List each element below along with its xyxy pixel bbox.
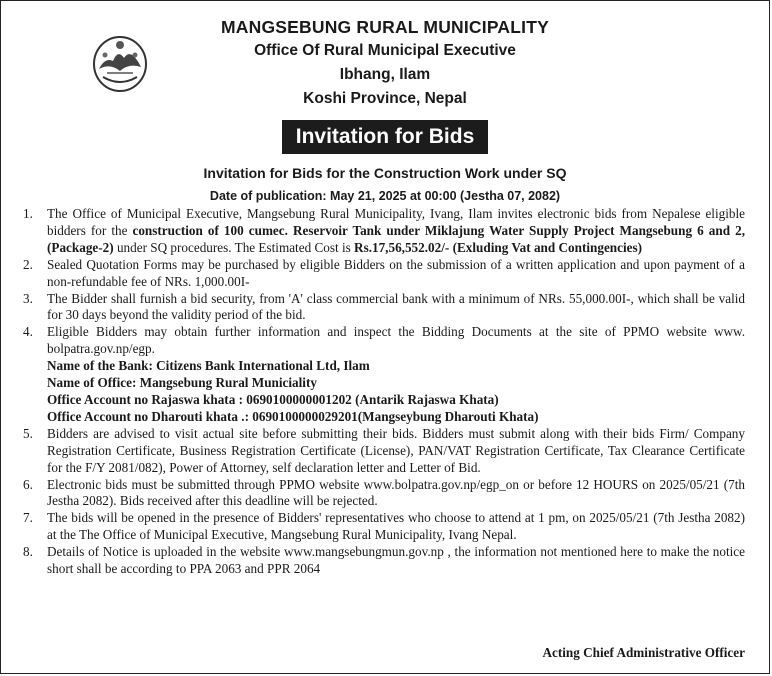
item-text-part: under SQ procedures. The Estimated Cost is xyxy=(113,239,355,255)
list-item xyxy=(23,477,745,511)
item-text: Electronic bids must be submitted through PPMO website www.bolpatra.gov.np/egp_on or before 12 HOURS on 2025/05/21 (7th Jestha 2082). Bids received after this deadline will be rejected. xyxy=(47,476,745,509)
notice-subtitle: Invitation for Bids for the Construction Work under SQ xyxy=(203,165,567,181)
rajaswa-account: Office Account no Rajaswa khata : 0690100000001202 (Antarik Rajaswa Khata) xyxy=(47,391,499,407)
list-item xyxy=(23,206,745,257)
item-text: Sealed Quotation Forms may be purchased by eligible Bidders on the submission of a written application and upon payment of a non-refundable fee of NRs. 1,000.00I- xyxy=(47,256,745,289)
office-account-name: Name of Office: Mangsebung Rural Municiality xyxy=(47,375,317,391)
estimated-cost: Rs.17,56,552.02/- (Exluding Vat and Contingencies) xyxy=(354,239,643,255)
publication-date: Date of publication: May 21, 2025 at 00:00 (Jestha 07, 2082) xyxy=(209,189,561,203)
office-location: Ibhang, Ilam xyxy=(339,66,431,83)
banner-wrap xyxy=(1,120,769,154)
item-text-part: The Office of Municipal Executive, Mangsebung Rural Municipality, Ivang, Ilam invites electronic bids from Nepalese eligible bidders for the xyxy=(47,206,745,238)
item-text: Eligible Bidders may obtain further information and inspect the Bidding Documents at the site of PPMO website www. bolpatra.gov.np/egp. xyxy=(47,324,745,357)
item-number: 8. xyxy=(23,544,33,560)
item-number: 2. xyxy=(23,256,33,272)
notice-header xyxy=(1,15,769,111)
municipality-name: MANGSEBUNG RURAL MUNICIPALITY xyxy=(221,17,549,37)
item-text: The Bidder shall furnish a bid security, from 'A' class commercial bank with a minimum of NRs. 55,000.00I-, which shall be valid for 30 days beyond the validity period of the bid. xyxy=(47,290,745,323)
list-item xyxy=(23,257,745,291)
item-number: 3. xyxy=(23,290,33,306)
item-text: Bidders are advised to visit actual site before submitting their bids. Bidders must submit along with their bids Firm/ Company Registration Certificate, Business Registration Certificate (License), PAN/VAT Registration Certificate, Tax Clearance Certificate for the F/Y 2081/082), Power of Attorney, self declaration letter and Letter of Bid. xyxy=(47,425,745,475)
signatory-title: Acting Chief Administrative Officer xyxy=(542,645,745,660)
item-number: 4. xyxy=(23,324,33,340)
project-name: construction of 100 cumec. Reservoir Tank under Miklajung Water Supply Project Mangsebung 6 and 2, (Package-2) xyxy=(47,222,745,255)
list-item xyxy=(23,324,745,358)
item-number: 6. xyxy=(23,476,33,492)
item-text: Details of Notice is uploaded in the website www.mangsebungmun.gov.np , the information not mentioned here to make the notice short shall be according to PPA 2063 and PPR 2064 xyxy=(47,544,745,577)
bank-name: Name of the Bank: Citizens Bank International Ltd, Ilam xyxy=(47,358,370,374)
province-name: Koshi Province, Nepal xyxy=(303,90,467,107)
item-text xyxy=(47,206,745,257)
list-item xyxy=(23,510,745,544)
item-number: 7. xyxy=(23,510,33,526)
notice-title-banner: Invitation for Bids xyxy=(282,120,489,154)
office-name: Office Of Rural Municipal Executive xyxy=(254,42,516,59)
dharouti-account: Office Account no Dharouti khata .: 0690100000029201(Mangseybung Dharouti Khata) xyxy=(47,408,539,424)
list-item xyxy=(23,291,745,325)
notice-body xyxy=(23,206,745,578)
item-number: 5. xyxy=(23,425,33,441)
item-text: The bids will be opened in the presence of Bidders' representatives who choose to attend at 1 pm, on 2025/05/21 (7th Jestha 2082) at the The Office of Municipal Executive, Mangsebung Rural Municipality, Ivang Nepal. xyxy=(47,510,745,543)
list-item xyxy=(23,426,745,477)
list-item xyxy=(23,544,745,578)
item-number: 1. xyxy=(23,206,33,221)
